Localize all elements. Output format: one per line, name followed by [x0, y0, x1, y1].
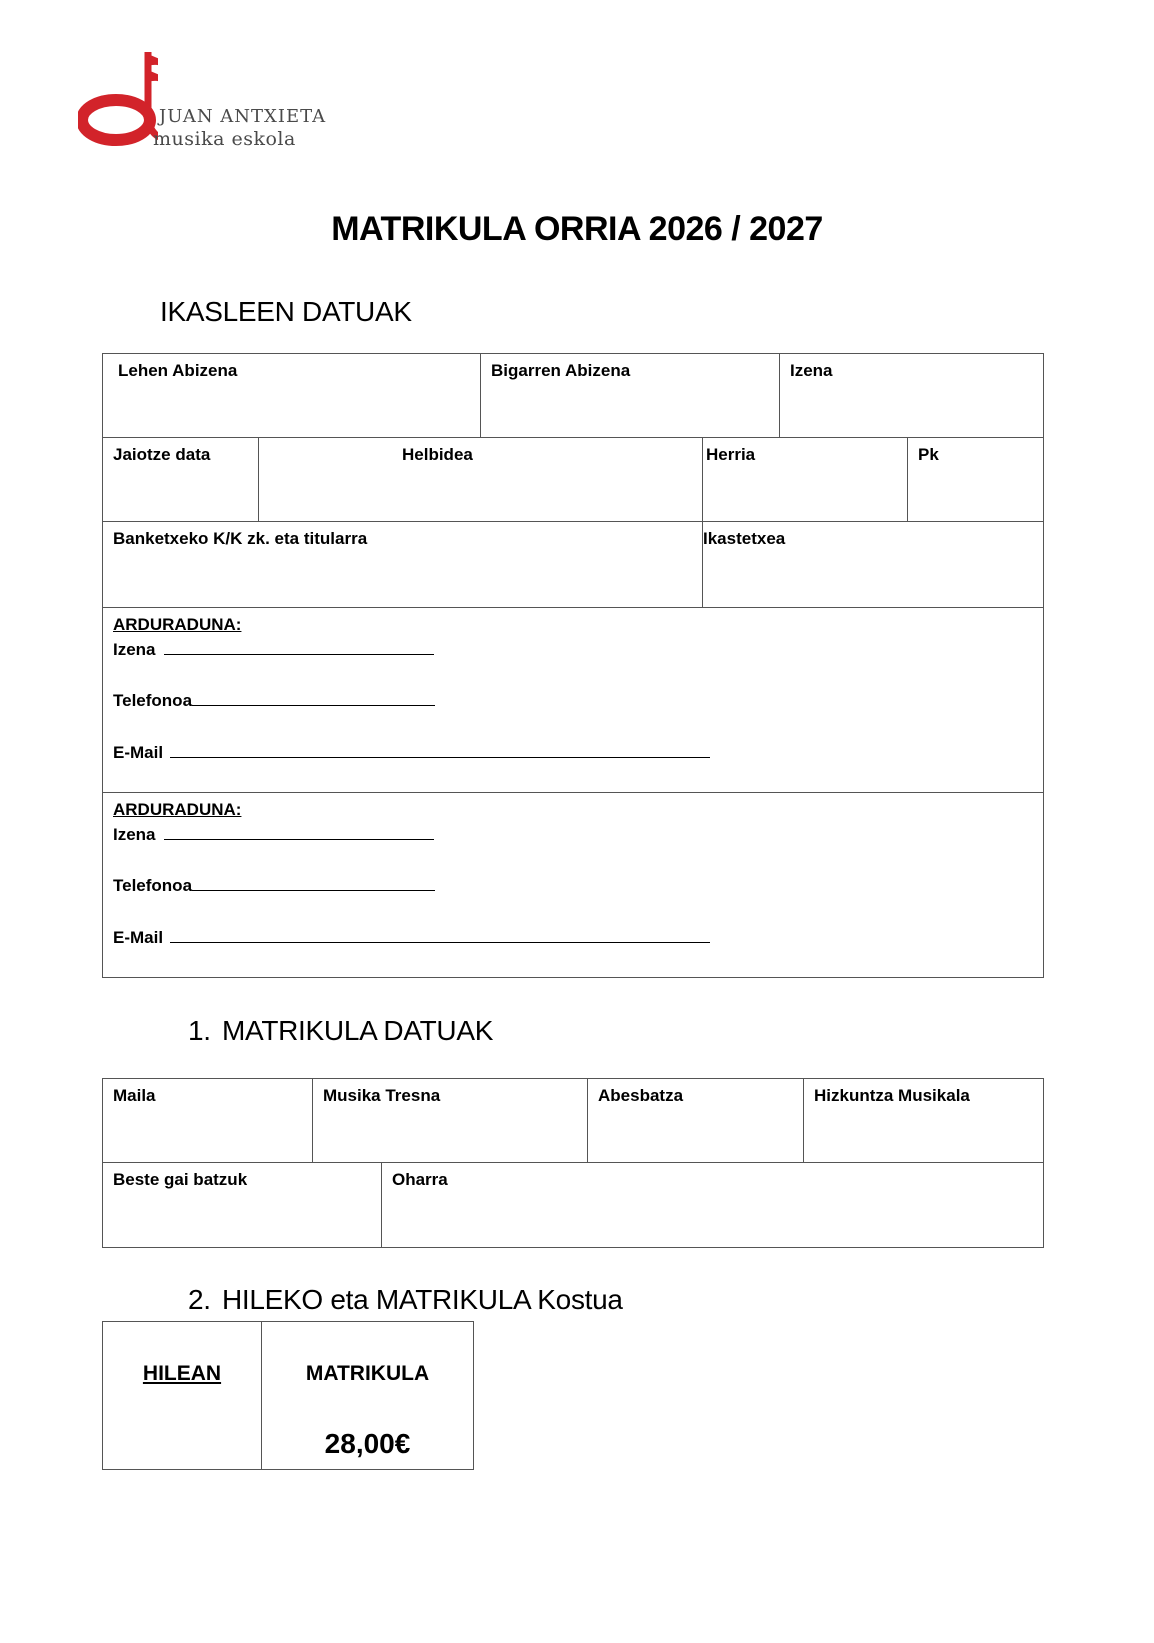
guardian-2-phone-label: Telefonoa — [113, 876, 193, 895]
guardian-1-phone-label: Telefonoa — [113, 691, 193, 710]
logo-text — [153, 106, 326, 150]
postal-code-field[interactable]: Pk — [918, 445, 939, 464]
enrollment-section-number: 1. — [188, 1015, 211, 1046]
surname2-field[interactable]: Bigarren Abizena — [491, 361, 631, 380]
school-field[interactable]: Ikastetxea — [703, 529, 786, 548]
cost-table — [102, 1321, 474, 1470]
address-field[interactable]: Helbidea — [402, 445, 473, 464]
enrollment-data-table — [102, 1078, 1044, 1248]
guardian-2-heading: ARDURADUNA: — [113, 800, 242, 819]
enrollment-section-title: MATRIKULA DATUAK — [222, 1015, 494, 1046]
guardian-1-email-label: E-Mail — [113, 743, 164, 762]
guardian-1-email-line[interactable] — [170, 743, 710, 758]
enrollment-fee-value: 28,00€ — [324, 1428, 411, 1459]
music-note-logo-icon — [78, 48, 158, 148]
student-data-table — [102, 353, 1044, 978]
choir-field[interactable]: Abesbatza — [598, 1086, 684, 1105]
enrollment-fee-label: MATRIKULA — [305, 1362, 430, 1385]
student-section-heading: IKASLEEN DATUAK — [160, 296, 412, 327]
bank-account-field[interactable]: Banketxeko K/K zk. eta titularra — [113, 529, 368, 548]
page-title: MATRIKULA ORRIA 2026 / 2027 — [331, 210, 823, 248]
cost-section-title: HILEKO eta MATRIKULA Kostua — [222, 1284, 623, 1315]
notes-field[interactable]: Oharra — [392, 1170, 448, 1189]
guardian-1-name-field[interactable] — [113, 640, 434, 660]
logo-school-subtitle: musika eskola — [153, 128, 296, 150]
school-logo — [78, 48, 348, 158]
guardian-1-phone-field[interactable] — [113, 691, 435, 711]
guardian-1-phone-line[interactable] — [192, 691, 435, 706]
guardian-1-name-line[interactable] — [164, 640, 434, 655]
guardian-1-name-label: Izena — [113, 640, 156, 659]
guardian-2-name-label: Izena — [113, 825, 156, 844]
cost-section-heading — [188, 1284, 623, 1316]
guardian-1-heading: ARDURADUNA: — [113, 615, 242, 634]
monthly-label: HILEAN — [142, 1362, 222, 1385]
other-subjects-field[interactable]: Beste gai batzuk — [113, 1170, 248, 1189]
level-field[interactable]: Maila — [113, 1086, 156, 1105]
birth-date-field[interactable]: Jaiotze data — [113, 445, 211, 464]
guardian-2-phone-field[interactable] — [113, 876, 435, 896]
cost-section-number: 2. — [188, 1284, 211, 1315]
town-field[interactable]: Herria — [706, 445, 756, 464]
guardian-2-email-field[interactable] — [113, 928, 710, 948]
enrollment-section-heading — [188, 1015, 493, 1047]
guardian-2-phone-line[interactable] — [192, 876, 435, 891]
logo-school-name: JUAN ANTXIETA — [159, 106, 327, 127]
guardian-1-email-field[interactable] — [113, 743, 710, 763]
guardian-2-email-label: E-Mail — [113, 928, 164, 947]
guardian-2-name-line[interactable] — [164, 825, 434, 840]
surname1-field[interactable]: Lehen Abizena — [118, 361, 238, 380]
guardian-2-email-line[interactable] — [170, 928, 710, 943]
instrument-field[interactable]: Musika Tresna — [323, 1086, 441, 1105]
name-field[interactable]: Izena — [790, 361, 833, 380]
music-language-field[interactable]: Hizkuntza Musikala — [814, 1086, 970, 1105]
guardian-2-name-field[interactable] — [113, 825, 434, 845]
